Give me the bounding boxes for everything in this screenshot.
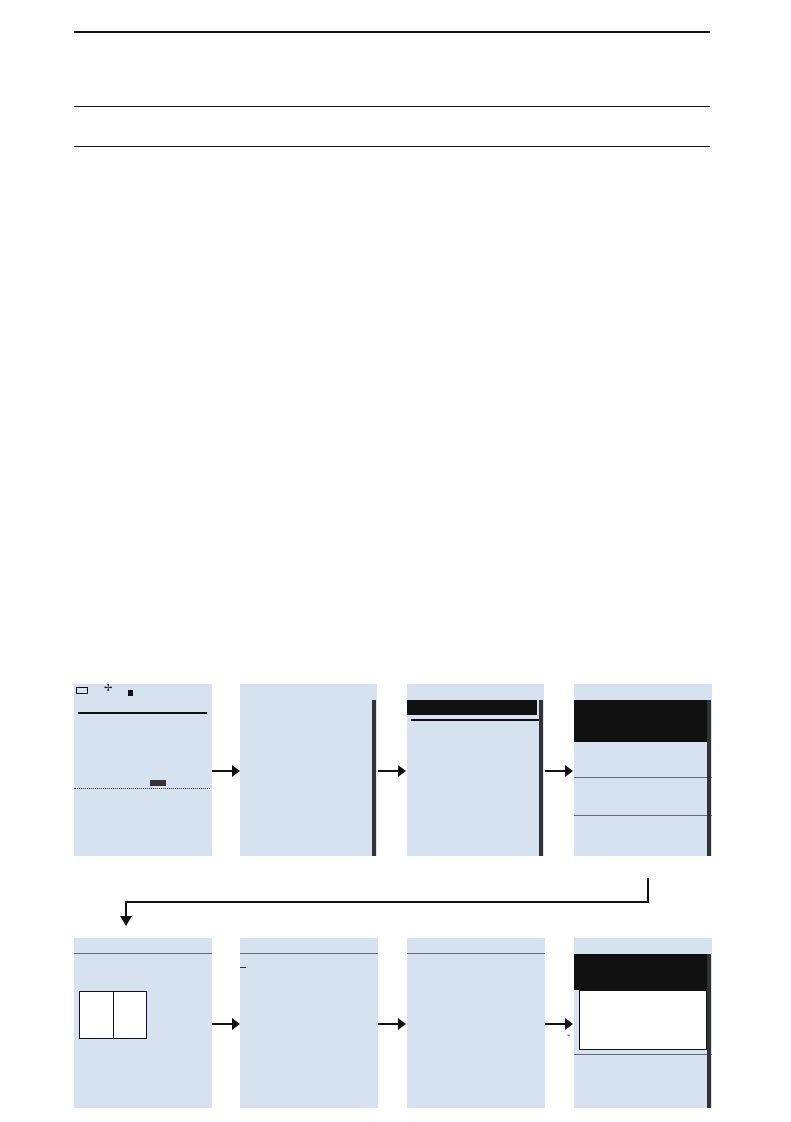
screen-name-input-1 bbox=[74, 938, 212, 1108]
divider bbox=[574, 815, 712, 816]
screen-edit bbox=[574, 684, 712, 856]
group-row-selected[interactable] bbox=[407, 700, 537, 715]
screen-main bbox=[74, 684, 212, 856]
signal-icon: ✢ bbox=[104, 684, 113, 694]
mem-badge bbox=[150, 780, 166, 786]
dotted-rule bbox=[74, 788, 210, 789]
name-label bbox=[574, 700, 576, 714]
overwrite-menu[interactable] bbox=[579, 990, 707, 1050]
screen-name-input-2 bbox=[240, 938, 378, 1108]
arrow-2 bbox=[378, 770, 400, 772]
screen-memory bbox=[240, 684, 377, 856]
arrow-1 bbox=[212, 770, 234, 772]
scrollbar[interactable] bbox=[707, 700, 711, 856]
scrollbar[interactable] bbox=[707, 954, 711, 1108]
battery-icon bbox=[76, 687, 88, 694]
divider bbox=[407, 953, 545, 954]
arrow-3 bbox=[545, 770, 567, 772]
name-field[interactable] bbox=[574, 700, 707, 742]
arrow-4 bbox=[212, 1023, 234, 1025]
arrow-tail: - bbox=[567, 1030, 571, 1041]
screen-name-input-3 bbox=[407, 938, 545, 1108]
scrollbar[interactable] bbox=[539, 700, 543, 856]
divider bbox=[574, 1054, 712, 1055]
divider bbox=[74, 953, 212, 954]
connector-horizontal bbox=[125, 901, 649, 903]
edit-menu[interactable] bbox=[411, 719, 540, 721]
screen-overwrite bbox=[574, 938, 712, 1108]
name-value bbox=[240, 954, 246, 968]
top-rule bbox=[74, 31, 710, 33]
screen-group bbox=[407, 684, 544, 856]
quick-menu[interactable] bbox=[78, 712, 207, 714]
connector-arrowhead bbox=[120, 916, 132, 926]
cursor: _ bbox=[240, 954, 246, 968]
title-rule-bottom bbox=[74, 146, 710, 147]
connector-vertical bbox=[647, 878, 649, 902]
divider bbox=[574, 777, 712, 778]
sd-card-icon bbox=[128, 690, 133, 696]
arrow-6 bbox=[545, 1023, 567, 1025]
name-field[interactable] bbox=[574, 954, 707, 990]
arrow-5 bbox=[378, 1023, 400, 1025]
char-type-popup[interactable] bbox=[79, 991, 147, 1039]
scrollbar[interactable] bbox=[372, 700, 376, 856]
title-rule-top bbox=[74, 106, 710, 107]
divider bbox=[113, 992, 114, 1038]
divider bbox=[240, 953, 378, 954]
